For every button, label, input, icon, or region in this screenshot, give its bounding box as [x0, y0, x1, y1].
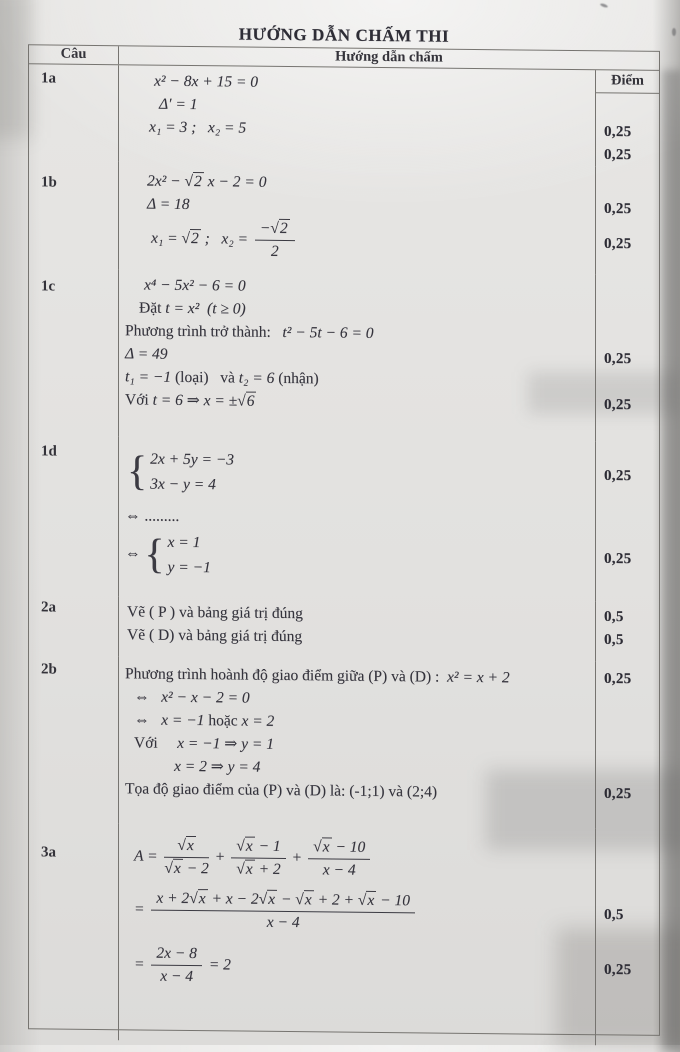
- solution-line: [149, 116, 591, 144]
- header-huong-dan: Hướng dẫn chấm: [335, 48, 443, 66]
- fraction: [255, 219, 295, 262]
- text-run: hoặc: [204, 712, 242, 730]
- solution-cell: [119, 161, 595, 274]
- text-run: ⇔ .........: [125, 507, 180, 525]
- equation-system: [127, 446, 234, 497]
- score-value: 0,25: [604, 467, 632, 485]
- solution-line: [154, 70, 591, 98]
- radical-arg: x: [173, 859, 181, 877]
- score-value: 0,25: [604, 146, 632, 163]
- radical-arg: x: [367, 891, 375, 909]
- denominator: √x − 2: [164, 859, 209, 878]
- text-run: x = −1: [161, 711, 205, 730]
- radical: √x: [164, 859, 181, 877]
- text-run: Phương trình hoành độ giao điểm giữa (P) và (D) :: [125, 665, 448, 686]
- radical-arg: x: [322, 838, 330, 856]
- score-cell: [595, 441, 659, 602]
- numerator: x + 2√x + x − 2√x − √x + 2 + √x − 10: [151, 889, 415, 914]
- radical: √x: [236, 860, 253, 878]
- numerator: √x − 1: [231, 836, 285, 859]
- text-run: x₁ = √2 ; x₂ =: [151, 229, 252, 248]
- question-id: 1c: [29, 268, 119, 436]
- score-value: 0,5: [604, 631, 624, 648]
- solution-line: [134, 833, 591, 885]
- text-run: +: [211, 848, 229, 866]
- text-run: Δ′ = 1: [159, 95, 198, 114]
- solution-line: [147, 170, 591, 198]
- table-body: [29, 64, 659, 1046]
- radical-arg: x: [304, 891, 312, 909]
- fraction: [164, 836, 208, 879]
- radical: √2: [184, 172, 202, 191]
- radical: √x: [313, 838, 330, 856]
- text-run: x² − 8x + 15 = 0: [154, 72, 259, 91]
- system-lines: [168, 530, 211, 580]
- score-value: 0,25: [604, 235, 632, 252]
- numerator: √x − 10: [308, 837, 370, 860]
- solution-line: [125, 319, 591, 347]
- text-run: x² − x − 2 = 0: [161, 688, 250, 707]
- text-run: x₁ = 3 ; x₂ = 5: [149, 118, 247, 137]
- radical: √2: [270, 219, 288, 238]
- text-run: t = x² (t ≥ 0): [165, 299, 246, 318]
- grading-table: [28, 44, 660, 1036]
- question-id: 1b: [29, 160, 119, 269]
- text-run: Với: [134, 734, 178, 752]
- score-value: 0,25: [604, 550, 632, 568]
- text-run: ⇔: [134, 688, 162, 706]
- radical: √x: [357, 891, 375, 909]
- table-row: [29, 595, 659, 662]
- denominator: x − 4: [266, 913, 300, 932]
- text-run: t = 6 ⇒ x = ±√6: [152, 391, 255, 410]
- solution-cell: [119, 596, 595, 661]
- score-value: 0,25: [604, 396, 632, 413]
- solution-line: [127, 623, 591, 651]
- table-row: [29, 160, 659, 275]
- radical-arg: 2: [191, 230, 199, 248]
- text-run: x⁴ − 5x² − 6 = 0: [144, 276, 246, 295]
- text-run: Với: [125, 391, 153, 409]
- score-value: 0,25: [604, 961, 632, 978]
- text-run: x = −1 ⇒ y = 1: [177, 734, 274, 753]
- text-run: ⇔: [134, 711, 162, 729]
- radical: √x: [189, 889, 206, 908]
- system-brace: {: [144, 531, 165, 578]
- score-value: 0,5: [604, 906, 624, 923]
- system-line: 2x + 5y = −3: [150, 450, 235, 469]
- radical-arg: 6: [246, 392, 255, 410]
- score-cell: [595, 166, 659, 275]
- text-run: t² − 5t − 6 = 0: [282, 323, 374, 342]
- radical: √x: [177, 836, 194, 855]
- denominator: x − 4: [160, 967, 194, 986]
- question-id: 2b: [29, 655, 119, 823]
- text-run: A =: [134, 847, 162, 865]
- header-cau: Câu: [29, 45, 119, 64]
- table-row: [29, 435, 659, 602]
- table-row: [29, 64, 659, 167]
- radical-arg: x: [186, 836, 194, 855]
- score-value: 0,25: [604, 123, 632, 140]
- fraction: [151, 889, 415, 935]
- text-run: t₁ = −1: [125, 368, 175, 386]
- text-run: x = 2 ⇒ y = 4: [174, 757, 261, 776]
- equation-system: [144, 530, 210, 581]
- text-run: =: [134, 900, 149, 918]
- solution-line: [127, 446, 591, 501]
- solution-cell: [119, 823, 595, 1045]
- radical: √x: [295, 891, 312, 909]
- solution-cell: [119, 65, 595, 166]
- denominator: x − 4: [322, 861, 356, 879]
- solution-cell: [119, 269, 595, 441]
- document-title: HƯỚNG DẪN CHẤM THI: [238, 24, 450, 46]
- numerator: −√2: [255, 219, 295, 241]
- system-line: 3x − y = 4: [150, 475, 216, 494]
- radical-arg: x: [268, 890, 276, 908]
- score-value: 0,5: [604, 608, 624, 625]
- radical-arg: 2: [279, 219, 288, 238]
- text-run: x = 2: [241, 712, 275, 730]
- solution-cell: [119, 656, 595, 828]
- solution-line: [134, 941, 591, 993]
- fraction: [151, 944, 202, 988]
- score-value: 0,25: [604, 785, 632, 802]
- radical: √x: [258, 890, 276, 908]
- text-run: 2x² − √2 x − 2 = 0: [147, 172, 267, 191]
- text-run: Vẽ ( P ) và bảng giá trị đúng: [127, 603, 303, 623]
- system-brace: {: [127, 448, 148, 495]
- header-diem: Điểm: [595, 70, 659, 94]
- radical: √x: [236, 837, 253, 855]
- text-run: +: [288, 849, 306, 867]
- solution-line: [125, 504, 591, 532]
- text-run: t₂ = 6: [238, 369, 279, 387]
- score-value: 0,25: [604, 670, 632, 687]
- denominator: √x + 2: [236, 860, 281, 878]
- text-run: = 2: [204, 956, 231, 974]
- radical: √6: [237, 392, 255, 410]
- radical-arg: 2: [194, 173, 202, 191]
- radical-arg: x: [245, 837, 253, 855]
- text-run: Tọa độ giao điểm của (P) và (D) là: (-1;1) và (2;4): [125, 780, 438, 801]
- text-run: (nhận): [278, 369, 319, 388]
- text-run: Phương trình trở thành:: [125, 322, 283, 341]
- score-value: 0,25: [604, 200, 632, 217]
- text-run: Δ = 18: [147, 195, 190, 213]
- solution-line: [125, 388, 591, 416]
- text-run: Đặt: [139, 299, 166, 317]
- score-value: 0,25: [604, 350, 632, 367]
- text-run: Δ = 49: [125, 345, 168, 363]
- solution-line: [151, 216, 591, 268]
- table-row: [29, 268, 659, 442]
- question-id: 1d: [29, 435, 119, 596]
- denominator: 2: [270, 242, 279, 260]
- radical-arg: x: [245, 860, 253, 878]
- system-line: x = 1: [167, 533, 201, 552]
- question-id: 2a: [29, 595, 119, 656]
- question-id: 1a: [29, 64, 119, 161]
- radical-arg: x: [198, 890, 206, 908]
- numerator: 2x − 8: [151, 944, 202, 967]
- numerator: [164, 836, 208, 858]
- table-row: [29, 655, 659, 829]
- text-run: ⇔: [125, 544, 145, 563]
- fraction: [231, 836, 285, 880]
- radical: √2: [181, 229, 199, 248]
- text-run: (loại) và: [175, 368, 239, 387]
- system-lines: [150, 447, 234, 498]
- text-run: x² = x + 2: [447, 668, 510, 687]
- fraction: [308, 837, 370, 881]
- system-line: y = −1: [167, 558, 211, 577]
- score-cell: [595, 828, 659, 1046]
- solution-line: [134, 886, 591, 938]
- text-run: Vẽ ( D) và bảng giá trị đúng: [127, 626, 303, 646]
- text-run: =: [134, 955, 149, 973]
- question-id: 3a: [29, 822, 119, 1040]
- solution-line: [125, 777, 591, 805]
- table-row: [29, 822, 659, 1046]
- solution-cell: [119, 436, 595, 601]
- solution-line: [125, 529, 591, 584]
